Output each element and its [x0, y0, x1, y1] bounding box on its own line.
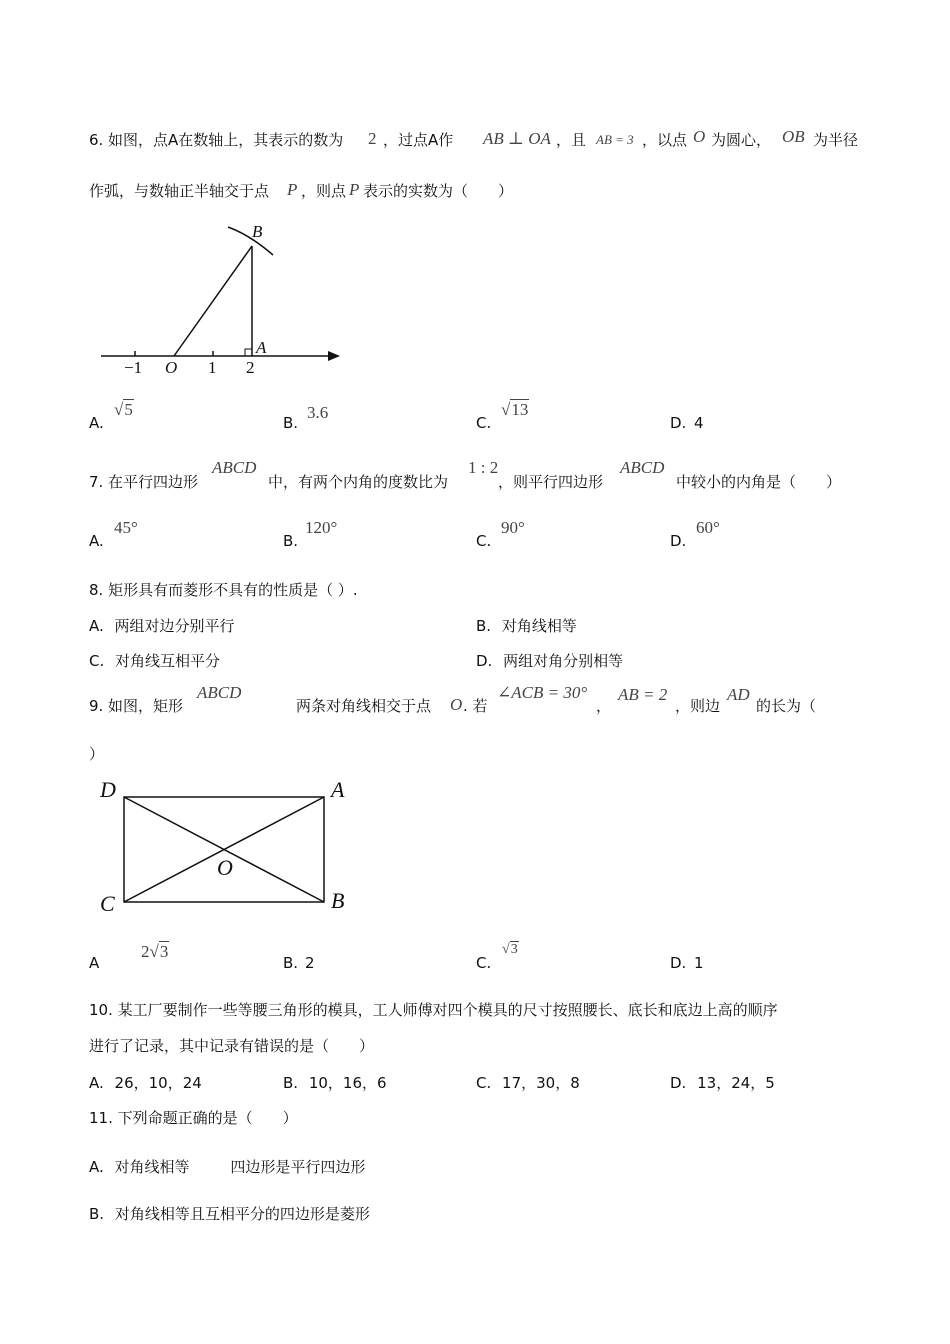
- q8-option-b-letter: B.: [476, 617, 492, 635]
- q6-number-line-diagram: [95, 215, 355, 385]
- q7-option-d-letter: D.: [670, 532, 687, 550]
- q8-option-d-text: 两组对角分别相等: [503, 652, 624, 670]
- q6-math-5: OB: [782, 127, 805, 146]
- label-B: B: [252, 222, 263, 241]
- q10-option-d[interactable]: [670, 1072, 775, 1093]
- q7-number: 7.: [89, 473, 104, 491]
- q9-text-6: 的长为（: [756, 697, 817, 715]
- q8-option-a[interactable]: [89, 615, 235, 636]
- q7-text-4: 中较小的内角是（ ）: [676, 473, 842, 491]
- segment-OB: [174, 246, 252, 356]
- q7-option-c-value: 90°: [501, 518, 525, 537]
- q6-number: 6.: [89, 131, 104, 149]
- q9-line2: ）: [89, 745, 105, 763]
- label-O: O: [165, 358, 178, 377]
- q6-line2-c: 表示的实数为（ ）: [363, 182, 514, 200]
- q9-rectangle-diagram: [95, 775, 360, 920]
- q10-option-b-letter: B.: [283, 1074, 299, 1092]
- q10-stem-line2: 进行了记录，其中记录有错误的是（ ）: [89, 1037, 375, 1055]
- q8-option-a-letter: A.: [89, 617, 104, 635]
- q11-option-b-text: 对角线相等且互相平分的四边形是菱形: [114, 1205, 370, 1223]
- q9-math-3: ∠ACB = 30°: [497, 683, 588, 702]
- label-D: D: [100, 777, 116, 802]
- q6-math-4: O: [693, 127, 706, 146]
- q7-option-b-value: 120°: [305, 518, 338, 537]
- label-B: B: [331, 888, 345, 913]
- q8-option-b-text: 对角线相等: [501, 617, 577, 635]
- q6-option-b-value: 3.6: [307, 403, 329, 422]
- q6-text-5: 为圆心，: [711, 131, 772, 149]
- q6-option-d-letter: D.: [670, 414, 687, 432]
- q10-option-b[interactable]: [283, 1072, 387, 1093]
- q10-option-a-letter: A.: [89, 1074, 104, 1092]
- q6-option-d-value: 4: [694, 414, 704, 432]
- q7-text-3: ，则平行四边形: [498, 473, 604, 491]
- arc: [228, 227, 273, 255]
- q6-text-1: 如图，点A在数轴上，其表示的数为: [108, 131, 344, 149]
- q7-option-a-letter: A.: [89, 532, 104, 550]
- label-neg1: −1: [124, 358, 143, 377]
- q10-stem-line1: 10. 某工厂要制作一些等腰三角形的模具，工人师傅对四个模具的尺寸按照腰长、底长和底边上高的顺序: [89, 1001, 778, 1019]
- q6-math-7: P: [349, 180, 360, 199]
- q9-text-5: ，则边: [675, 697, 721, 715]
- q11-option-a-text-1: 对角线相等: [114, 1158, 190, 1176]
- right-angle-mark: [245, 349, 252, 356]
- q6-math-2: AB ⊥ OA: [483, 129, 551, 148]
- q6-option-c-value: √13: [501, 400, 529, 419]
- q6-text-2: ，过点A作: [383, 131, 454, 149]
- q10-option-a-text: 26，10，24: [114, 1074, 202, 1092]
- q6-text-3: ，且: [556, 131, 587, 149]
- q9-math-2: O: [450, 695, 463, 714]
- q6-option-a-value: √5: [114, 400, 133, 419]
- q11-option-a-text-2: 四边形是平行四边形: [230, 1158, 366, 1176]
- q7-option-c-letter: C.: [476, 532, 492, 550]
- q11-option-b-letter: B.: [89, 1205, 105, 1223]
- q6-option-b-letter: B.: [283, 414, 299, 432]
- label-A: A: [256, 338, 267, 357]
- q9-option-b-letter: B.: [283, 954, 299, 972]
- axis-arrow-icon: [328, 351, 340, 361]
- q9-text-3: . 若: [463, 697, 488, 715]
- q9-option-c-value: √3: [502, 942, 518, 957]
- q9-text-2: 两条对角线相交于点: [296, 697, 432, 715]
- q9-math-5: AD: [727, 685, 750, 704]
- q11-stem: 11. 下列命题正确的是（ ）: [89, 1109, 298, 1127]
- q10-option-c[interactable]: [476, 1072, 580, 1093]
- q7-text-2: 中，有两个内角的度数比为: [268, 473, 449, 491]
- q11-option-b[interactable]: [89, 1203, 370, 1224]
- q7-text-1: 在平行四边形: [108, 473, 199, 491]
- q6-option-a-letter: A.: [89, 414, 104, 432]
- q9-option-d-value: 1: [694, 954, 704, 972]
- q9-text-1: 如图，矩形: [108, 697, 184, 715]
- q8-option-a-text: 两组对边分别平行: [114, 617, 235, 635]
- q7-option-a-value: 45°: [114, 518, 138, 537]
- q10-option-c-text: 17，30，8: [502, 1074, 580, 1092]
- q10-option-b-text: 10，16，6: [308, 1074, 387, 1092]
- q7-math-2: 1 : 2: [468, 458, 499, 477]
- q8-option-d-letter: D.: [476, 652, 493, 670]
- q9-math-4: AB = 2: [618, 685, 668, 704]
- q10-option-d-text: 13，24，5: [697, 1074, 775, 1092]
- q6-line2-a: 作弧，与数轴正半轴交于点: [89, 182, 270, 200]
- q9-number: 9.: [89, 697, 104, 715]
- q6-text-6: 为半径: [813, 131, 859, 149]
- label-A: A: [331, 777, 345, 802]
- q8-option-b[interactable]: [476, 615, 577, 636]
- label-1: 1: [208, 358, 217, 377]
- q10-option-a[interactable]: [89, 1072, 202, 1093]
- q6-math-3: AB = 3: [596, 132, 634, 147]
- q8-stem: 8. 矩形具有而菱形不具有的性质是（ ）.: [89, 581, 358, 599]
- q10-option-d-letter: D.: [670, 1074, 687, 1092]
- q9-text-4: ，: [596, 697, 612, 715]
- q9-math-1: ABCD: [197, 683, 242, 702]
- q11-option-a-letter: A.: [89, 1158, 104, 1176]
- q6-line2-b: ，则点: [301, 182, 347, 200]
- q8-option-c[interactable]: [89, 650, 220, 671]
- q7-math-1: ABCD: [212, 458, 257, 477]
- q7-option-d-value: 60°: [696, 518, 720, 537]
- q9-option-c-letter: C.: [476, 954, 492, 972]
- q9-option-b-value: 2: [305, 954, 315, 972]
- q8-option-c-text: 对角线互相平分: [115, 652, 221, 670]
- q11-option-a[interactable]: [89, 1156, 365, 1177]
- q8-option-d[interactable]: [476, 650, 623, 671]
- q7-math-3: ABCD: [620, 458, 665, 477]
- label-C: C: [100, 891, 115, 916]
- q10-option-c-letter: C.: [476, 1074, 492, 1092]
- q9-option-a-letter: A: [89, 954, 100, 972]
- label-O: O: [217, 855, 233, 880]
- q7-option-b-letter: B.: [283, 532, 299, 550]
- label-2: 2: [246, 358, 255, 377]
- q8-option-c-letter: C.: [89, 652, 105, 670]
- q6-text-4: ，以点: [642, 131, 688, 149]
- q9-option-a-value: 2√3: [141, 942, 169, 961]
- q6-math-6: P: [287, 180, 298, 199]
- q9-option-d-letter: D.: [670, 954, 687, 972]
- q6-math-1: 2: [368, 129, 377, 148]
- q6-option-c-letter: C.: [476, 414, 492, 432]
